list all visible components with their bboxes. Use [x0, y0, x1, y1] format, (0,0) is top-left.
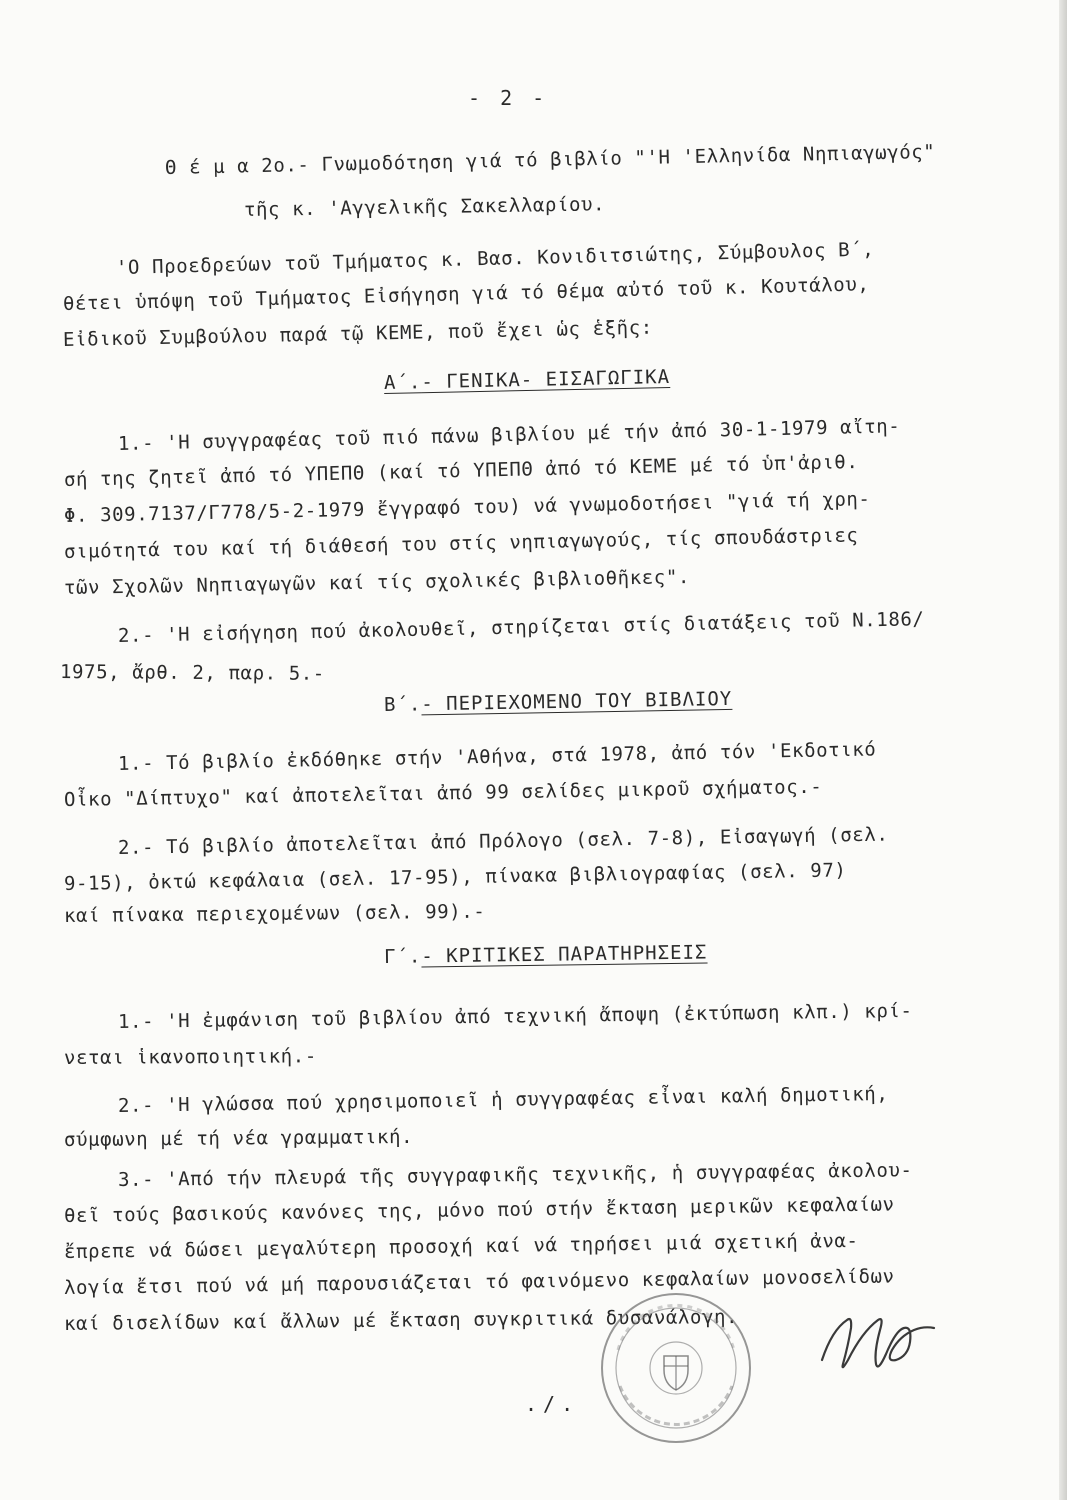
section-b-line-3: 2.- Τό βιβλίο ἀποτελεῖται ἀπό Πρόλογο (σελ. 7-8), Εἰσαγωγή (σελ. [117, 823, 889, 859]
handwritten-signature [812, 1300, 952, 1390]
section-a-line-5: τῶν Σχολῶν Νηπιαγωγῶν καί τίς σχολικές βιβλιοθῆκες". [63, 566, 691, 599]
section-a-line-4: σιμότητά του καί τή διάθεσή του στίς νηπιαγωγούς, τίς σπουδάστριες [63, 524, 859, 563]
official-seal-stamp [598, 1290, 754, 1446]
section-c-line-7: ἔπρεπε νά δώσει μεγαλύτερη προσοχή καί νά τηρήσει μιά σχετική ἀνα- [63, 1229, 859, 1263]
page-edge [1059, 0, 1067, 1500]
section-c-line-8: λογία ἔτσι πού νά μή παρουσιάζεται τό φαινόμενο κεφαλαίων μονοσελίδων [63, 1265, 895, 1299]
section-c-line-2: νεται ἱκανοποιητική.- [63, 1045, 317, 1069]
section-b-heading [384, 688, 733, 716]
section-a-line-1: 1.- 'Η συγγραφέας τοῦ πιό πάνω βιβλίου μέ τήν ἀπό 30-1-1979 αἴτη- [117, 415, 901, 455]
section-c-title: - ΚΡΙΤΙΚΕΣ ΠΑΡΑΤΗΡΗΣΕΙΣ [421, 941, 708, 968]
section-b-prefix: Β΄. [383, 693, 422, 716]
section-c-prefix: Γ΄. [383, 945, 422, 968]
subject-line-1: Θ έ μ α 2ο.- Γνωμοδότηση γιά τό βιβλίο "'Η 'Ελληνίδα Νηπιαγωγός" [164, 140, 936, 179]
section-c-line-9: καί δισελίδων καί ἄλλων μέ ἔκταση συγκριτικά δυσανάλογη. [63, 1305, 739, 1335]
subject-line-2: τῆς κ. 'Αγγελικῆς Σακελλαρίου. [243, 193, 606, 221]
continuation-mark: ./. [525, 1392, 580, 1416]
section-c-heading [384, 941, 708, 968]
section-a-line-3: Φ. 309.7137/Γ778/5-2-1979 ἔγγραφό του) νά γνωμοδοτήσει "γιά τή χρη- [63, 488, 871, 527]
section-b-line-1: 1.- Τό βιβλίο ἐκδόθηκε στήν 'Αθήνα, στά 1978, ἀπό τόν 'Εκδοτικό [117, 738, 877, 775]
intro-line-3: Εἰδικοῦ Συμβούλου παρά τῷ ΚΕΜΕ, ποῦ ἔχει ὡς ἑξῆς: [62, 316, 654, 351]
section-a-prefix: Α΄. [383, 371, 422, 394]
section-c-line-3: 2.- 'Η γλώσσα πού χρησιμοποιεῖ ἡ συγγραφέας εἶναι καλή δημοτική, [117, 1082, 889, 1117]
section-b-line-2: Οἶκο "Δίπτυχο" καί ἀποτελεῖται ἀπό 99 σελίδες μικροῦ σχήματος.- [63, 775, 823, 811]
section-c-line-5: 3.- 'Από τήν πλευρά τῆς συγγραφικῆς τεχνικῆς, ἡ συγγραφέας ἀκολου- [117, 1159, 913, 1191]
section-b-line-5: καί πίνακα περιεχομένων (σελ. 99).- [63, 900, 486, 927]
intro-line-1: 'Ο Προεδρεύων τοῦ Τμήματος κ. Βασ. Κονιδιτσιώτης, Σύμβουλος Β΄, [115, 238, 875, 279]
section-a-line-6: 2.- 'Η εἰσήγηση πού ἀκολουθεῖ, στηρίζεται στίς διατάξεις τοῦ Ν.186/ [117, 608, 925, 647]
section-c-line-1: 1.- 'Η ἐμφάνιση τοῦ βιβλίου ἀπό τεχνική ἄποψη (ἐκτύπωση κλπ.) κρί- [117, 999, 913, 1033]
page-number: - 2 - [468, 86, 549, 110]
section-a-heading [384, 366, 671, 394]
section-a-line-7: 1975, ἄρθ. 2, παρ. 5.- [59, 661, 325, 685]
section-a-title: - ΓΕΝΙΚΑ- ΕΙΣΑΓΩΓΙΚΑ [421, 366, 671, 394]
section-a-line-2: σή της ζητεῖ ἀπό τό ΥΠΕΠΘ (καί τό ΥΠΕΠΘ ἀπό τό ΚΕΜΕ μέ τό ὑπ'ἀριθ. [63, 450, 859, 491]
section-c-line-4: σύμφωνη μέ τή νέα γραμματική. [63, 1125, 414, 1151]
section-b-line-4: 9-15), ὀκτώ κεφάλαια (σελ. 17-95), πίνακα βιβλιογραφίας (σελ. 97) [63, 859, 847, 895]
section-c-line-6: θεῖ τούς βασικούς κανόνες της, μόνο πού στήν ἔκταση μερικῶν κεφαλαίων [63, 1193, 895, 1227]
intro-line-2: θέτει ὑπόψη τοῦ Τμήματος Εἰσήγηση γιά τό θέμα αὐτό τοῦ κ. Κουτάλου, [62, 273, 870, 315]
section-b-title: - ΠΕΡΙΕΧΟΜΕΝΟ ΤΟΥ ΒΙΒΛΙΟΥ [421, 687, 733, 716]
